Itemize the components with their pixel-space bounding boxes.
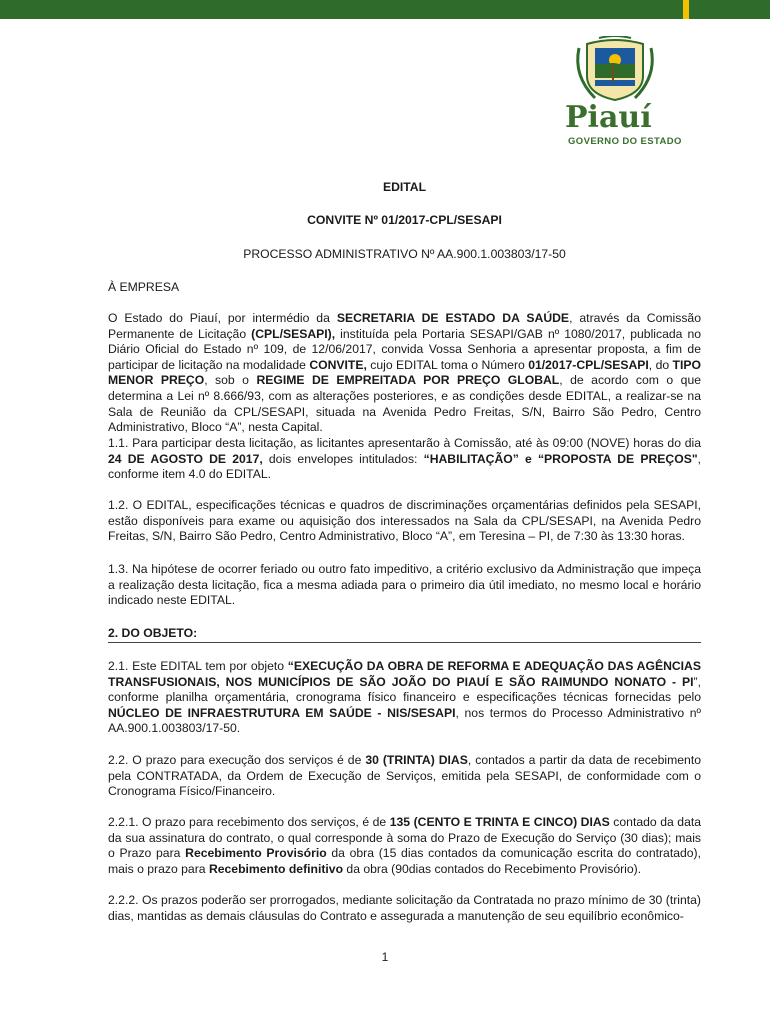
paragraph-1-2: 1.2. O EDITAL, especificações técnicas e quadros de discriminações orçamentárias definidos pela SESAPI, estão disponíveis para exame ou aquisição dos interessados na Sala da CPL/SESAPI, na Avenida Pedro Freitas, S/N, Bairro São Pedro, Centro Administrativo, Bloco “A”, em Teresina – PI, de 7:30 às 13:30 horas. <box>108 498 701 544</box>
logo-wordmark: Piauí <box>565 100 652 135</box>
recipient: À EMPRESA <box>108 280 180 294</box>
header-bar-green <box>0 0 683 19</box>
section-2-heading: 2. DO OBJETO: <box>108 626 198 640</box>
paragraph-2-1: 2.1. Este EDITAL tem por objeto “EXECUÇÃO DA OBRA DE REFORMA E ADEQUAÇÃO DAS AGÊNCIAS TRANSFUSIONAIS, NOS MUNICÍPIOS DE SÃO JOÃO DO PIAUÍ E SÃO RAIMUNDO NONATO - PI”, conforme planilha orçamentária, cronograma físico financeiro e especificações técnicas fornecidas pelo NÚCLEO DE INFRAESTRUTURA EM SAÚDE - NIS/SESAPI, nos termos do Processo Administrativo nº AA.900.1.003803/17-50. <box>108 659 701 736</box>
paragraph-1-1: 1.1. Para participar desta licitação, as licitantes apresentarão à Comissão, até às 09:00 (NOVE) horas do dia 24 DE AGOSTO DE 2017, dois envelopes intitulados: “HABILITAÇÃO” e “PROPOSTA DE PREÇOS", conforme item 4.0 do EDITAL. <box>108 436 701 482</box>
page-number: 1 <box>381 950 389 964</box>
logo-subtitle: GOVERNO DO ESTADO <box>568 136 682 147</box>
paragraph-2-2-1: 2.2.1. O prazo para recebimento dos serviços, é de 135 (CENTO E TRINTA E CINCO) DIAS contado da data da sua assinatura do contrato, o qual corresponde à soma do Prazo de Execução do Serviço (30 dias); mais o Prazo para Recebimento Provisório da obra (15 dias contados da comunicação escrita do contratado), mais o prazo para Recebimento definitivo da obra (90dias contados do Recebimento Provisório). <box>108 815 702 876</box>
processo-number: PROCESSO ADMINISTRATIVO Nº AA.900.1.003803/17-50 <box>243 247 566 261</box>
doc-title: EDITAL <box>382 180 427 194</box>
paragraph-1-3: 1.3. Na hipótese de ocorrer feriado ou outro fato impeditivo, a critério exclusivo da Administração que impeça a realização desta licitação, fica a mesma adiada para o primeiro dia útil imediato, no mesmo local e horário indicado neste EDITAL. <box>108 562 701 608</box>
convite-number: CONVITE Nº 01/2017-CPL/SESAPI <box>307 213 502 227</box>
header-bar-green-right <box>689 0 770 19</box>
paragraph-2-2-2: 2.2.2. Os prazos poderão ser prorrogados, mediante solicitação da Contratada no prazo mínimo de 30 (trinta) dias, mantidas as demais cláusulas do Contrato e assegurada a manutenção de seu equilíbrio econômico- <box>108 893 701 923</box>
paragraph-2-2: 2.2. O prazo para execução dos serviços é de 30 (TRINTA) DIAS, contados a partir da data de recebimento pela CONTRATADA, da Ordem de Execução de Serviços, emitida pela SESAPI, de conformidade com o Cronograma Físico/Financeiro. <box>108 753 702 799</box>
section-divider <box>108 642 701 643</box>
paragraph-intro: O Estado do Piauí, por intermédio da SECRETARIA DE ESTADO DA SAÚDE, através da Comissão Permanente de Licitação (CPL/SESAPI), instituída pela Portaria SESAPI/GAB nº 1080/2017, publicada no Diário Oficial do Estado nº 109, de 12/06/2017, convida Vossa Senhoria a apresentar proposta, a fim de participar de licitação na modalidade CONVITE, cujo EDITAL toma o Número 01/2017-CPL/SESAPI, do TIPO MENOR PREÇO, sob o REGIME DE EMPREITADA POR PREÇO GLOBAL, de acordo com o que determina a Lei nº 8.666/93, com as alterações posteriores, e as condições desde EDITAL, a realizar-se na Sala de Reunião da CPL/SESAPI, situada na Avenida Pedro Freitas, S/N, Bairro São Pedro, Centro Administrativo, Bloco “A”, nesta Capital. <box>108 311 701 435</box>
